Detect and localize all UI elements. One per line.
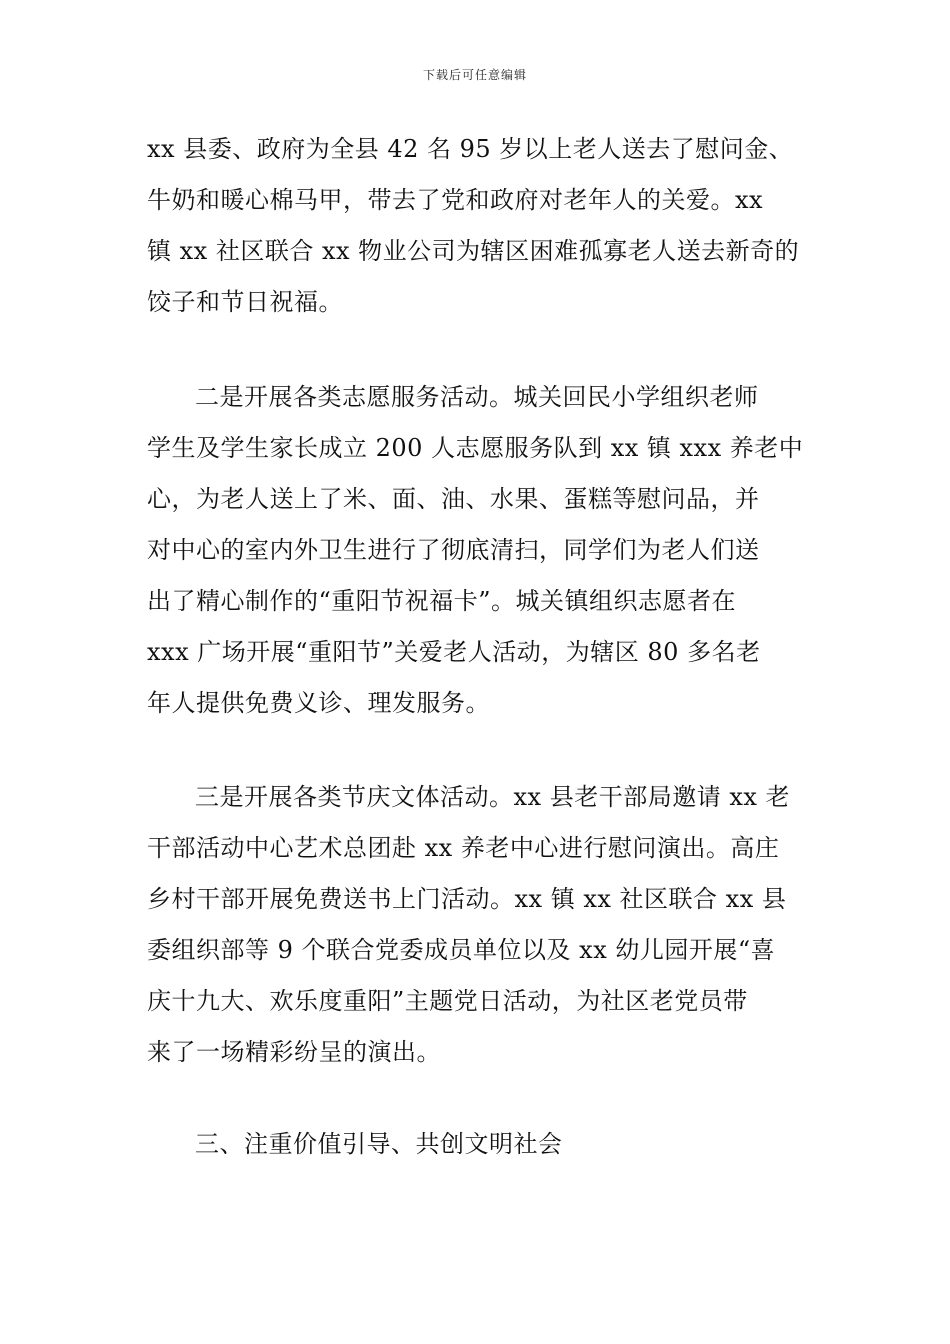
paragraph-line: 庆十九大、欢乐度重阳”主题党日活动，为社区老党员带 [147,987,748,1015]
paragraph-line: xx 县委、政府为全县 42 名 95 岁以上老人送去了慰问金、 [147,135,794,163]
paragraph-line: 饺子和节日祝福。 [147,288,343,316]
paragraph-line: 出了精心制作的“重阳节祝福卡”。城关镇组织志愿者在 [147,587,737,615]
paragraph-line: 心，为老人送上了米、面、油、水果、蛋糕等慰问品，并 [147,485,760,513]
paragraph-2 [147,372,807,729]
section-heading [147,1119,807,1170]
section-heading-text: 三、注重价值引导、共创文明社会 [195,1130,563,1158]
paragraph-line: 年人提供免费义诊、理发服务。 [147,689,490,717]
paragraph-line: 干部活动中心艺术总团赴 xx 养老中心进行慰问演出。高庄 [147,834,780,862]
paragraph-line: 对中心的室内外卫生进行了彻底清扫，同学们为老人们送 [147,536,760,564]
paragraph-line: 委组织部等 9 个联合党委成员单位以及 xx 幼儿园开展“喜 [147,936,776,964]
paragraph-line: 镇 xx 社区联合 xx 物业公司为辖区困难孤寡老人送去新奇的 [147,237,800,265]
paragraph-line: 三是开展各类节庆文体活动。xx 县老干部局邀请 xx 老 [195,783,791,811]
paragraph-line: 乡村干部开展免费送书上门活动。xx 镇 xx 社区联合 xx 县 [147,885,787,913]
paragraph-1 [147,124,807,328]
paragraph-line: 学生及学生家长成立 200 人志愿服务队到 xx 镇 xxx 养老中 [147,434,804,462]
paragraph-line: 牛奶和暖心棉马甲，带去了党和政府对老年人的关爱。xx [147,186,764,214]
paragraph-line: 二是开展各类志愿服务活动。城关回民小学组织老师 [195,383,759,411]
page-header: 下载后可任意编辑 [422,68,527,82]
paragraph-line: 来了一场精彩纷呈的演出。 [147,1038,441,1066]
paragraph-line: xxx 广场开展“重阳节”关爱老人活动，为辖区 80 多名老 [147,638,761,666]
paragraph-3 [147,772,807,1078]
